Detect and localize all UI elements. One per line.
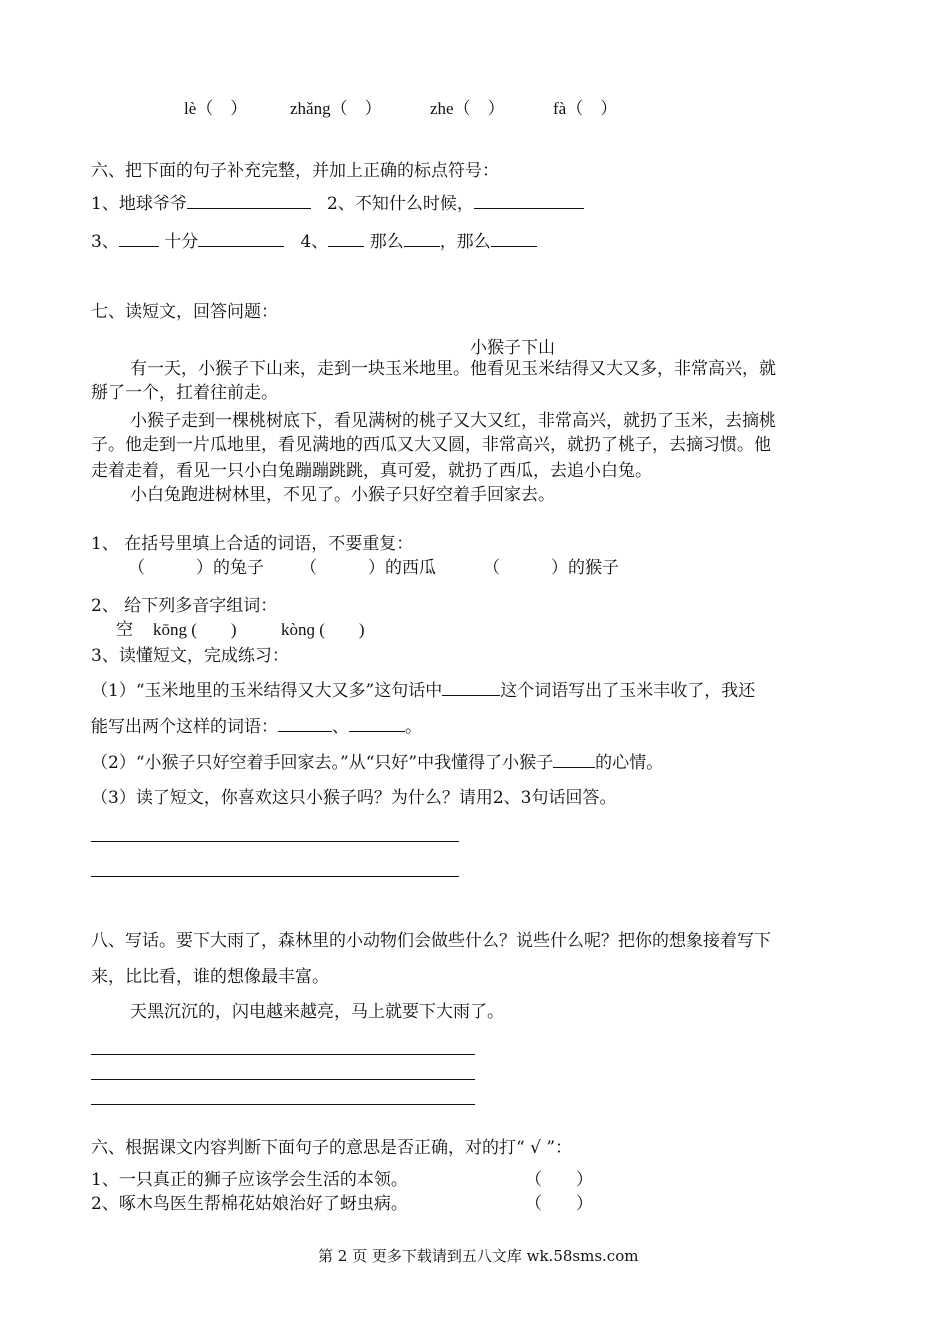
q3-1-text-2: 这个词语写出了玉米丰收了，我还 (500, 681, 756, 701)
q3-2-text: （2）“小猴子只好空着手回家去。”从“只好”中我懂得了小猴子 (91, 753, 554, 773)
blank[interactable] (442, 679, 500, 696)
question-3-2 (91, 751, 663, 774)
question-1-blank-monkey[interactable]: （ ）的猴子 (483, 558, 619, 578)
pinyin-fa: fà（ ） (553, 99, 618, 118)
story-p2-line1: 小猴子走到一棵桃树底下，看见满树的桃子又大又红，非常高兴，就扔了玉米，去摘桃 (130, 411, 776, 431)
story-p1-line2: 掰了一个，扛着往前走。 (91, 383, 278, 403)
question-2-char: 空 (116, 620, 133, 640)
judgement-item-box[interactable]: （ ） (525, 1194, 593, 1214)
story-title: 小猴子下山 (470, 338, 555, 358)
section-6a-title: 六、把下面的句子补充完整，并加上正确的标点符号： (91, 161, 499, 181)
question-3-1-line1 (91, 679, 755, 702)
sentence-2-prefix: 2、不知什么时候， (327, 194, 474, 214)
judgement-item-text: 1、一只真正的狮子应该学会生活的本领。 (91, 1170, 408, 1190)
story-p1-line1: 有一天，小猴子下山来，走到一块玉米地里。他看见玉米结得又大又多，非常高兴，就 (130, 359, 776, 379)
question-1-blank-rabbit[interactable]: （ ）的兔子 (128, 558, 264, 578)
sentence-4-prefix: 4、 (300, 232, 329, 252)
question-3: 3、读懂短文，完成练习： (91, 646, 289, 666)
blank[interactable] (278, 715, 332, 732)
story-p2-line2: 子。他走到一片瓜地里，看见满地的西瓜又大又圆，非常高兴，就扔了桃子，去摘习惯。他 (91, 435, 771, 455)
blank[interactable] (553, 751, 595, 768)
blank[interactable] (404, 230, 440, 247)
blank[interactable] (349, 715, 405, 732)
blank[interactable] (328, 230, 364, 247)
question-2: 2、 给下列多音字组词： (91, 596, 278, 616)
page-footer: 第 2 页 更多下载请到五八文库 wk.58sms.com (318, 1247, 639, 1265)
blank[interactable] (491, 230, 537, 247)
answer-line[interactable] (91, 876, 459, 877)
blank[interactable] (474, 192, 584, 209)
q3-1-text-3: 能写出两个这样的词语： (91, 717, 278, 737)
q3-1-end: 。 (405, 717, 422, 737)
question-1-blank-watermelon[interactable]: （ ）的西瓜 (300, 558, 436, 578)
question-3-3: （3）读了短文，你喜欢这只小猴子吗？为什么？请用2、3句话回答。 (91, 788, 617, 808)
writing-line[interactable] (91, 1054, 475, 1055)
question-1: 1、 在括号里填上合适的词语，不要重复： (91, 534, 414, 554)
sentence-3-word: 十分 (164, 232, 199, 252)
blank[interactable] (119, 230, 159, 247)
blank[interactable] (187, 192, 311, 209)
pinyin-le: lè（ ） (184, 99, 248, 118)
question-3-1-line2 (91, 715, 422, 738)
section-8-title-line2: 来，比比看，谁的想像最丰富。 (91, 967, 329, 987)
sentence-3-prefix: 3、 (91, 232, 119, 252)
section-6b-title: 六、根据课文内容判断下面句子的意思是否正确，对的打“ √ ”： (91, 1138, 573, 1158)
section-8-title-line1: 八、写话。要下大雨了，森林里的小动物们会做些什么？说些什么呢？把你的想象接着写下 (91, 931, 771, 951)
question-2-kong1[interactable]: kōng ( ) (153, 620, 237, 639)
sentence-1-prefix: 1、地球爷爷 (91, 194, 187, 214)
section-6a-line-1 (91, 192, 584, 215)
sentence-4-word: 那么 (369, 232, 404, 252)
section-8-prompt: 天黑沉沉的，闪电越来越亮，马上就要下大雨了。 (130, 1002, 504, 1022)
pinyin-zhe: zhe（ ） (430, 99, 505, 118)
q3-1-text: （1）“玉米地里的玉米结得又大又多”这句话中 (91, 681, 443, 701)
q3-2-end: 的心情。 (595, 753, 664, 773)
sentence-4-word-2: ，那么 (439, 232, 491, 252)
writing-line[interactable] (91, 1104, 475, 1105)
pinyin-zhang: zhǎng（ ） (290, 99, 382, 118)
story-p3-line1: 小白兔跑进树林里，不见了。小猴子只好空着手回家去。 (130, 485, 555, 505)
story-p2-line3: 走着走着，看见一只小白兔蹦蹦跳跳，真可爱，就扔了西瓜，去追小白兔。 (91, 461, 652, 481)
section-7-title: 七、读短文，回答问题： (91, 302, 278, 322)
question-2-kong4[interactable]: kònɡ ( ) (281, 620, 365, 639)
judgement-item-box[interactable]: （ ） (525, 1170, 593, 1190)
blank[interactable] (198, 230, 284, 247)
section-6a-line-2 (91, 230, 537, 253)
q3-1-sep: 、 (332, 717, 349, 737)
answer-line[interactable] (91, 841, 459, 842)
writing-line[interactable] (91, 1079, 475, 1080)
judgement-item-text: 2、啄木鸟医生帮棉花姑娘治好了蚜虫病。 (91, 1194, 408, 1214)
